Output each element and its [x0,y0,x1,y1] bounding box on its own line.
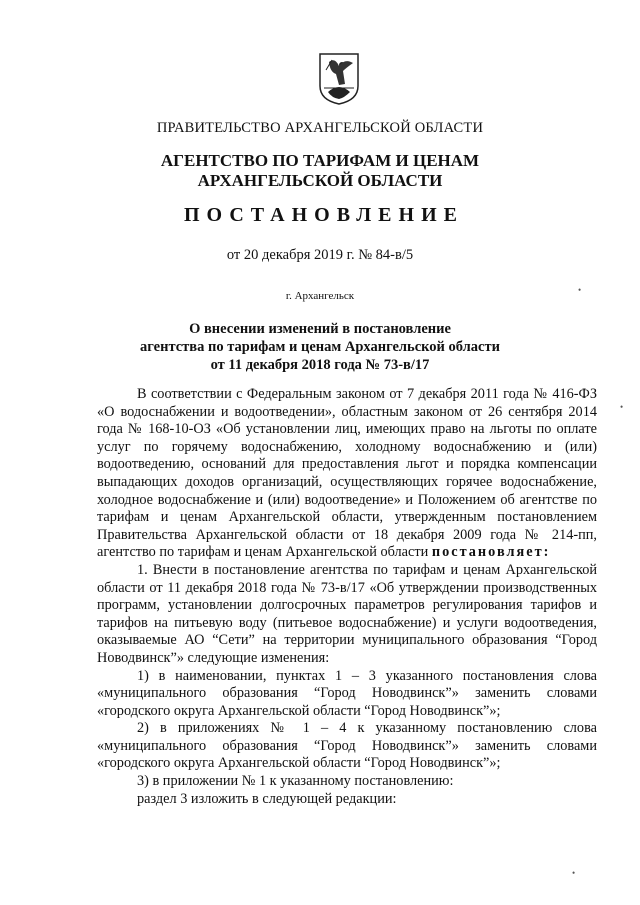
document-body [97,386,597,808]
item-1-paragraph: 1. Внести в постановление агентства по тарифам и ценам Архангельской области от 11 декабря 2018 года № 73-в/17 «Об утверждении производственных программ, установлении долгосрочных параметров регулирования тарифов и тарифов на питьевую воду (питьевое водоснабжение) и услуги водоотведения, оказываемые АО “Сети” на территории муниципального образования “Город Новодвинск”» следующие изменения: [97,561,597,666]
document-subject [0,320,640,374]
subject-line2: агентства по тарифам и ценам Архангельской области [140,339,500,355]
subject-line1: О внесении изменений в постановление [189,321,451,337]
scan-speck: • [620,402,624,412]
document-city: г. Архангельск [285,290,355,302]
scan-speck: • [572,868,576,878]
subitem-3-paragraph: 3) в приложении № 1 к указанному постановлению: [137,773,454,790]
scan-speck: • [578,285,582,295]
subitem-2-paragraph: 2) в приложениях № 1 – 4 к указанному постановлению слова «муниципального образования “Город Новодвинск”» заменить словами «городского округа Архангельской области “Город Новодвинск”»; [97,720,597,772]
subitem-3a-paragraph: раздел 3 изложить в следующей редакции: [137,790,397,807]
agency-name-line1: АГЕНТСТВО ПО ТАРИФАМ И ЦЕНАМ [160,151,480,170]
document-date-number: от 20 декабря 2019 г. № 84-в/5 [226,247,414,263]
subject-line3: от 11 декабря 2018 года № 73-в/17 [210,357,430,373]
decree-word: постановляет: [431,544,551,561]
agency-name [0,151,640,191]
document-title: ПОСТАНОВЛЕНИЕ [184,204,464,226]
intro-text: В соответствии с Федеральным законом от 7 декабря 2011 года № 416-ФЗ «О водоснабжении и водоотведении», областным законом от 26 сентября 2014 года № 168-10-ОЗ «Об установлении лиц, имеющих право на льготы по оплате услуг по горячему водоснабжению, холодному водоснабжению и (или) водоотведению, оснований для предоставления льгот и порядка компенсации выпадающих доходов организаций, осуществляющих горячее водоснабжение, холодное водоснабжение и (или) водоотведение» и Положением об агентстве по тарифам и ценам Архангельской области, утвержденным постановлением Правительства Архангельской области от 18 декабря 2009 года № 214-пп, агентство по тарифам и ценам Архангельской области [97,386,597,561]
intro-paragraph [97,386,597,562]
coat-of-arms-icon [318,52,360,106]
subitem-1-paragraph: 1) в наименовании, пунктах 1 – 3 указанного постановления слова «муниципального образования “Город Новодвинск”» заменить словами «городского округа Архангельской области “Город Новодвинск”»; [97,667,597,719]
government-name: ПРАВИТЕЛЬСТВО АРХАНГЕЛЬСКОЙ ОБЛАСТИ [156,120,484,136]
agency-name-line2: АРХАНГЕЛЬСКОЙ ОБЛАСТИ [197,171,443,190]
